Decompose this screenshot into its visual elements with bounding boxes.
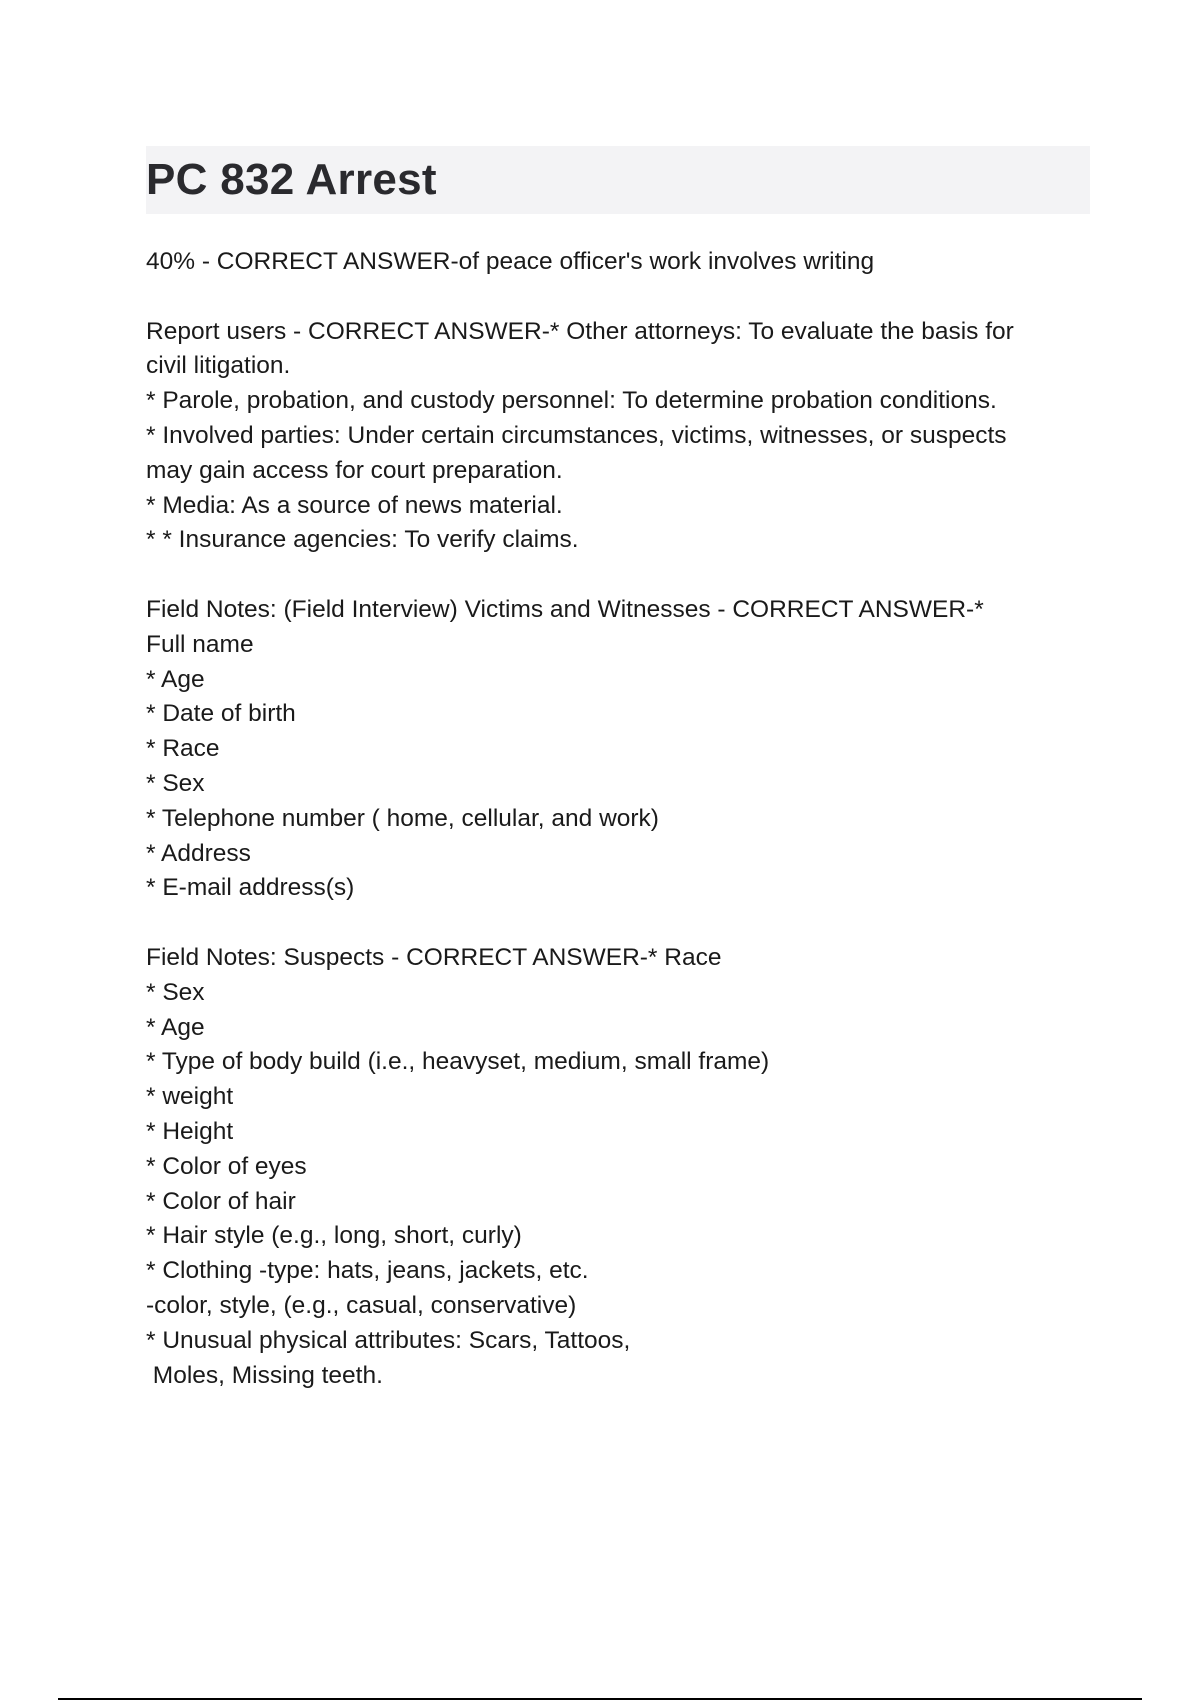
page-title: PC 832 Arrest bbox=[146, 155, 437, 204]
entry-field-notes-victims-witnesses bbox=[146, 593, 1096, 906]
entry-line: Field Notes: Suspects - CORRECT ANSWER-* Race bbox=[146, 943, 722, 971]
entry-line: Report users - CORRECT ANSWER-* Other attorneys: To evaluate the basis for bbox=[146, 317, 1014, 345]
entry-line: * E-mail address(s) bbox=[146, 874, 355, 902]
entry-line: Full name bbox=[146, 630, 254, 658]
entry-line: * Color of eyes bbox=[146, 1152, 307, 1180]
title-banner bbox=[146, 146, 1090, 214]
entry-line: * Type of body build (i.e., heavyset, medium, small frame) bbox=[146, 1048, 770, 1076]
entry-line: * Media: As a source of news material. bbox=[146, 491, 563, 519]
entry-line: * Date of birth bbox=[146, 700, 296, 728]
entry-line: * Sex bbox=[146, 978, 205, 1006]
entry-line: * Race bbox=[146, 735, 220, 763]
entry-line: civil litigation. bbox=[146, 352, 291, 380]
entry-line: * Involved parties: Under certain circumstances, victims, witnesses, or suspects bbox=[146, 421, 1007, 449]
entry-line: Field Notes: (Field Interview) Victims and Witnesses - CORRECT ANSWER-* bbox=[146, 595, 984, 623]
entry-percent-writing bbox=[146, 245, 1096, 280]
entry-line: * Hair style (e.g., long, short, curly) bbox=[146, 1222, 522, 1250]
entry-line: * Address bbox=[146, 839, 251, 867]
entry-line: * Clothing -type: hats, jeans, jackets, etc. bbox=[146, 1257, 589, 1285]
entry-line: * * Insurance agencies: To verify claims. bbox=[146, 526, 579, 554]
entry-line: Moles, Missing teeth. bbox=[146, 1361, 383, 1389]
entry-line: * Color of hair bbox=[146, 1187, 296, 1215]
entry-line: * weight bbox=[146, 1083, 234, 1111]
entry-line: * Age bbox=[146, 665, 205, 693]
entry-report-users bbox=[146, 315, 1096, 559]
document-body bbox=[146, 245, 1096, 1428]
entry-line: * Parole, probation, and custody personnel: To determine probation conditions. bbox=[146, 387, 997, 415]
entry-line: * Telephone number ( home, cellular, and work) bbox=[146, 804, 659, 832]
entry-line: * Age bbox=[146, 1013, 205, 1041]
entry-field-notes-suspects bbox=[146, 941, 1096, 1393]
entry-line: * Unusual physical attributes: Scars, Tattoos, bbox=[146, 1326, 631, 1354]
entry-line: 40% - CORRECT ANSWER-of peace officer's work involves writing bbox=[146, 248, 875, 275]
entry-line: * Height bbox=[146, 1117, 234, 1145]
entry-line: may gain access for court preparation. bbox=[146, 456, 563, 484]
entry-line: -color, style, (e.g., casual, conservative) bbox=[146, 1291, 577, 1319]
entry-line: * Sex bbox=[146, 769, 205, 797]
